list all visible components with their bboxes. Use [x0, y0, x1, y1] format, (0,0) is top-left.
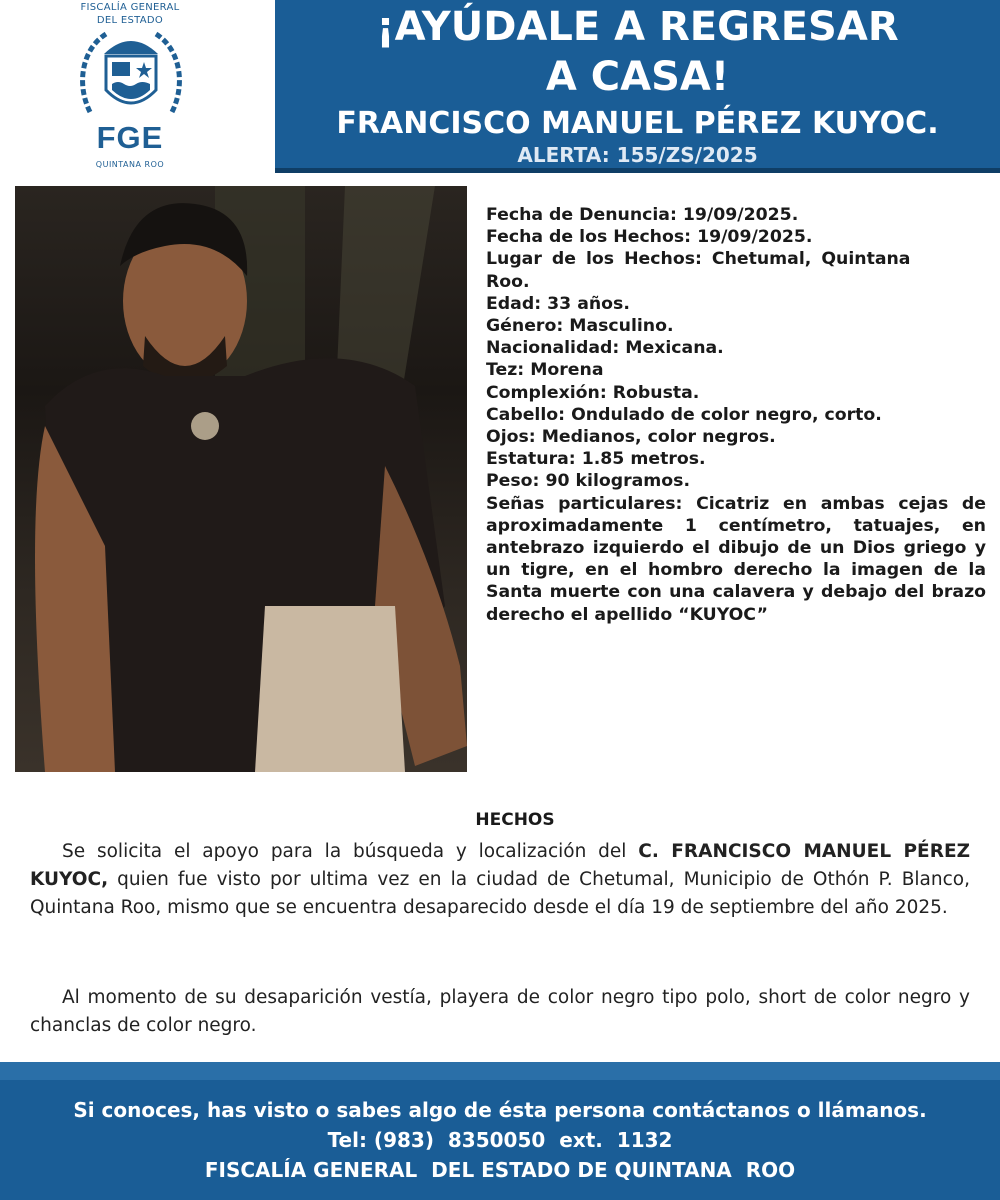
- header-banner: [275, 0, 1000, 168]
- hechos-paragraph-1: [30, 838, 970, 922]
- fge-logo: [40, 0, 220, 178]
- header-title-line1: ¡AYÚDALE A REGRESAR: [376, 4, 899, 50]
- detail-tez: Tez: Morena: [486, 360, 604, 381]
- person-photo: [15, 186, 467, 772]
- contact-footer: [0, 1062, 1000, 1200]
- hechos-p1-name: C. FRANCISCO MANUEL PÉREZ KUYOC,: [30, 841, 970, 890]
- alert-number: ALERTA: 155/ZS/2025: [517, 143, 758, 167]
- detail-peso: Peso: 90 kilogramos.: [486, 471, 691, 492]
- detail-edad: Edad: 33 años.: [486, 293, 630, 314]
- detail-lugar-line2: Roo.: [486, 271, 530, 292]
- footer-top-band: [0, 1062, 1000, 1080]
- hechos-p1-post: quien fue visto por ultima vez en la ciudad de Chetumal, Municipio de Othón P. Blanco, Quintana Roo, mismo que se encuentra desaparecido desde el día 19 de septiembre del año 2025.: [30, 869, 970, 918]
- detail-nacionalidad: Nacionalidad: Mexicana.: [486, 338, 724, 359]
- detail-fecha-hechos: Fecha de los Hechos: 19/09/2025.: [486, 227, 813, 248]
- person-details: [486, 204, 986, 626]
- detail-complexion: Complexión: Robusta.: [486, 382, 700, 403]
- footer-institution: FISCALÍA GENERAL DEL ESTADO DE QUINTANA ROO: [204, 1158, 796, 1182]
- hechos-p1-pre: Se solicita el apoyo para la búsqueda y localización del: [62, 841, 639, 862]
- detail-estatura: Estatura: 1.85 metros.: [486, 449, 706, 470]
- footer-phone: Tel: (983) 8350050 ext. 1132: [327, 1128, 673, 1152]
- hechos-paragraph-2: Al momento de su desaparición vestía, playera de color negro tipo polo, short de color negro y chanclas de color negro.: [30, 987, 970, 1036]
- state-seal-icon: [78, 24, 184, 124]
- logo-fge-text: FGE: [96, 120, 164, 155]
- header-underline: [275, 168, 1000, 173]
- footer-call-to-action: Si conoces, has visto o sabes algo de ésta persona contáctanos o llámanos.: [73, 1098, 927, 1122]
- detail-senas-particulares: Señas particulares: Cicatriz en ambas cejas de aproximadamente 1 centímetro, tatuajes, en antebrazo izquierdo el dibujo de un Dios griego y un tigre, en el hombro derecho la imagen de la Santa muerte con una calavera y debajo del brazo derecho el apellido “KUYOC”: [486, 493, 986, 625]
- detail-ojos: Ojos: Medianos, color negros.: [486, 427, 776, 448]
- logo-state-text: QUINTANA ROO: [95, 160, 165, 169]
- logo-org-line1: FISCALÍA GENERAL: [80, 2, 180, 13]
- detail-genero: Género: Masculino.: [486, 316, 674, 337]
- missing-person-name: FRANCISCO MANUEL PÉREZ KUYOC.: [336, 106, 939, 141]
- logo-org-line2: DEL ESTADO: [96, 15, 164, 26]
- hechos-title: HECHOS: [475, 810, 555, 830]
- detail-cabello: Cabello: Ondulado de color negro, corto.: [486, 404, 882, 425]
- header-title-line2: A CASA!: [545, 54, 730, 100]
- detail-fecha-denuncia: Fecha de Denuncia: 19/09/2025.: [486, 205, 799, 225]
- detail-lugar-line1: Lugar de los Hechos: Chetumal, Quintana: [486, 249, 911, 270]
